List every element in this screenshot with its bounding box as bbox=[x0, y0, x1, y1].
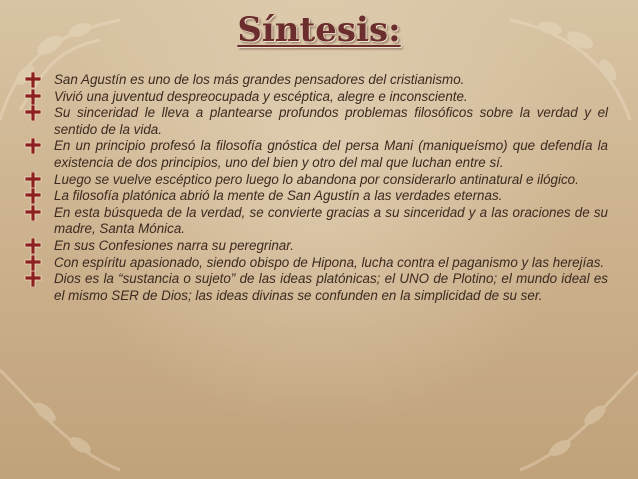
bullet-item bbox=[22, 238, 608, 255]
cross-bullet-icon bbox=[24, 105, 42, 121]
cross-bullet-icon bbox=[24, 238, 42, 254]
bullet-text: Dios es la “sustancia o sujeto” de las ideas platónicas; el UNO de Plotino; el mundo ideal es el mismo SER de Dios; las ideas divinas se confunden en la simplicidad de su ser. bbox=[54, 271, 608, 303]
bullet-item bbox=[22, 138, 608, 171]
bullet-text: Vivió una juventud despreocupada y escéptica, alegre e inconsciente. bbox=[54, 88, 468, 104]
cross-bullet-icon bbox=[24, 89, 42, 105]
bullet-text: San Agustín es uno de los más grandes pensadores del cristianismo. bbox=[54, 72, 465, 87]
bullet-item bbox=[22, 72, 608, 89]
bullet-text: Su sinceridad le lleva a plantearse profundos problemas filosóficos sobre la verdad y el sentido de la vida. bbox=[54, 105, 608, 137]
cross-bullet-icon bbox=[24, 271, 42, 287]
cross-bullet-icon bbox=[24, 255, 42, 271]
bullet-item bbox=[22, 172, 608, 189]
bullet-text: En un principio profesó la filosofía gnóstica del persa Mani (maniqueísmo) que defendía la existencia de dos principios, uno del bien y otro del mal que luchan entre sí. bbox=[54, 138, 608, 170]
cross-bullet-icon bbox=[24, 188, 42, 204]
bullet-item bbox=[22, 271, 608, 304]
bullet-item bbox=[22, 205, 608, 238]
bullet-text: La filosofía platónica abrió la mente de San Agustín a las verdades eternas. bbox=[54, 188, 503, 204]
bullet-item bbox=[22, 188, 608, 205]
bullet-item bbox=[22, 255, 608, 272]
bullet-text: Luego se vuelve escéptico pero luego lo abandona por considerarlo antinatural e ilógico. bbox=[54, 171, 579, 187]
cross-bullet-icon bbox=[24, 138, 42, 154]
bullet-text: Con espíritu apasionado, siendo obispo de Hipona, lucha contra el paganismo y las herejías. bbox=[54, 254, 605, 270]
bullet-text: En sus Confesiones narra su peregrinar. bbox=[54, 237, 294, 253]
slide-title: Síntesis: bbox=[237, 10, 401, 50]
bullet-item bbox=[22, 89, 608, 106]
cross-bullet-icon bbox=[24, 172, 42, 188]
flourish-decoration-bottom-right bbox=[510, 360, 638, 479]
cross-bullet-icon bbox=[24, 72, 42, 88]
flourish-decoration-bottom-left bbox=[0, 350, 130, 479]
cross-bullet-icon bbox=[24, 205, 42, 221]
bullet-list bbox=[22, 72, 608, 304]
bullet-text: En esta búsqueda de la verdad, se convierte gracias a su sinceridad y a las oraciones de su madre, Santa Mónica. bbox=[54, 204, 608, 237]
bullet-item bbox=[22, 105, 608, 138]
